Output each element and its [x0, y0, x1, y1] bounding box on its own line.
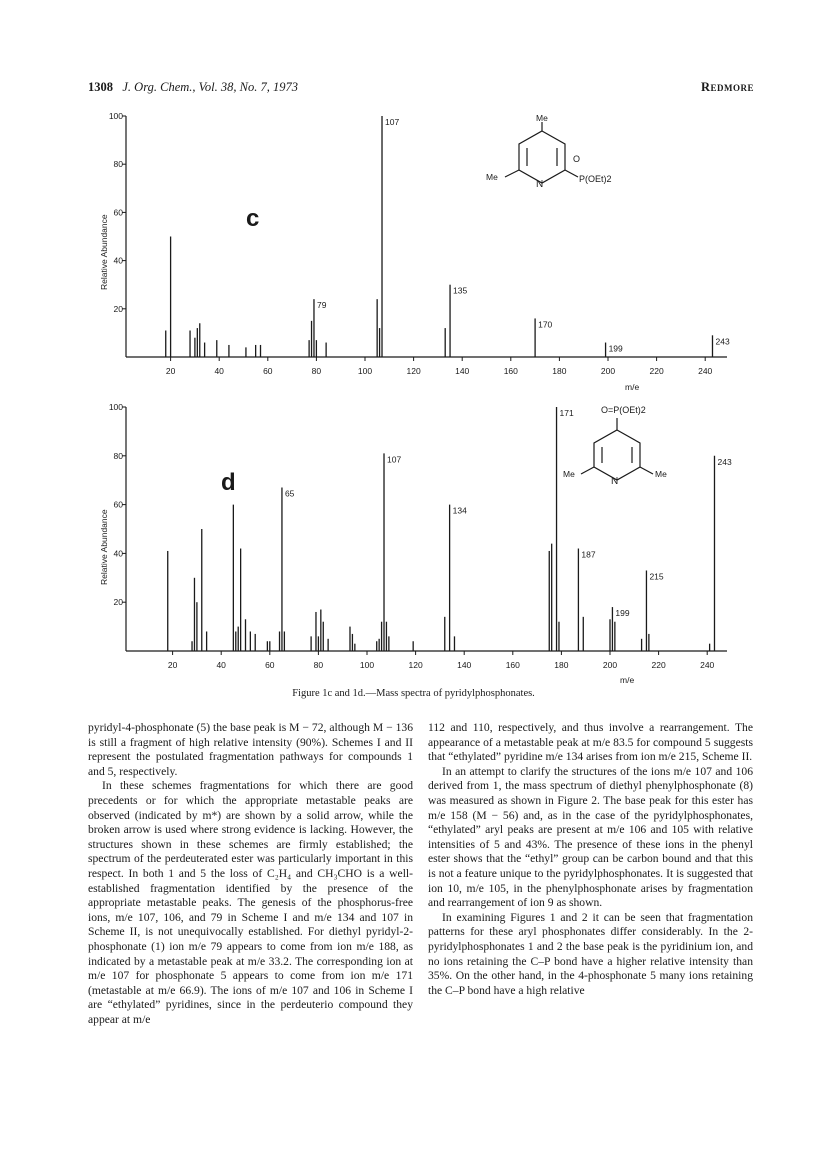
x-tick-label: 160: [503, 366, 518, 376]
right-paragraph: In an attempt to clarify the structures of the ions m/e 107 and 106 derived from 1, the mass spectrum of diethyl phenylphosphonate (8) was measured as shown in Figure 2. The base peak for this ester has m/e 158 (M − 56) and, as in the case of the pyridylphosphonates, “ethylated” aryl peaks are present at m/e 106 and 105 with relative intensities of 5 and 43%. The presence of these ions in the phenyl ester shows that the “ethyl” group can be carbon bound and that this is not a feature unique to the pyridylphosphonates. It is suggested that ion 10, m/e 105, in the phenylphosphonate arises by fragmentation and rearrangement of ion 9 as shown.: [428, 764, 753, 910]
x-tick-label: 200: [600, 366, 616, 376]
x-tick-label: 180: [552, 366, 567, 376]
peak-label: 134: [452, 505, 467, 516]
x-tick-label: 220: [649, 366, 664, 376]
left-text-column: [88, 721, 413, 1027]
peak-label: 107: [387, 454, 402, 465]
peak-label: 187: [581, 549, 596, 560]
structure-c-methyl-top: Me: [536, 113, 548, 123]
x-tick-label: 220: [651, 660, 666, 670]
left-paragraph: In these schemes fragmentations for which there are good precedents or for which the appropriate metastable peaks are observed (indicated by m*) are shown by a solid arrow, while the broken arrow is used where strong evidence is lacking. However, the structures shown in these schemes are firmly established; the spectrum of the perdeuterated ester was particularly important in this respect. In both 1 and 5 the loss of C₂H₄ and CH₃CHO is a well-established fragmentation identified by the presence of the appropriate metastable peaks. The genesis of the phosphorus-free ions, m/e 107, 106, and 79 in Scheme I and m/e 134 and 107 in Scheme II, is not unequivocally established. For diethyl pyridyl-2-phosphonate (1) ion m/e 79 appears to come from ion m/e 188, as indicated by a metastable peak at m/e 33.2. The corresponding ion at m/e 107 for phosphonate 5 appears to come from ion m/e 171 (metastable at m/e 66.9). The ions of m/e 107 and 106 in Scheme I are “ethylated” pyridines, since in the perdeuterio compound they appear at m/e: [88, 779, 413, 1026]
y-tick-label: 40: [113, 548, 123, 559]
peak-label: 107: [385, 117, 400, 127]
y-tick-label: 100: [108, 402, 123, 412]
x-tick-label: 80: [311, 366, 322, 376]
x-tick-label: 20: [167, 660, 178, 670]
structure-c-methyl-left: Me: [486, 172, 498, 182]
peak-label: 171: [559, 408, 574, 418]
panel-c-peaks: [166, 116, 730, 357]
panel-d-peaks: [168, 407, 732, 651]
y-tick-label: 20: [113, 303, 123, 314]
x-tick-label: 40: [216, 660, 226, 670]
structure-c: [505, 122, 581, 183]
page-number: 1308: [88, 80, 113, 94]
panel-d-label: d: [221, 469, 236, 496]
structure-c-phosphonate: P(OEt)2: [579, 174, 612, 184]
figure-caption: Figure 1c and 1d.—Mass spectra of pyridylphosphonates.: [292, 688, 535, 699]
x-tick-label: 100: [359, 660, 375, 670]
right-text-column: [428, 721, 753, 998]
structure-d-methyl-left: Me: [563, 469, 575, 479]
peak-label: 215: [649, 571, 664, 582]
left-paragraph: pyridyl-4-phosphonate (5) the base peak is M − 72, although M − 136 is still a fragment of high relative intensity (90%). Schemes I and II represent the postulated fragmentation pathways for compounds 1 and 5, respectively.: [88, 721, 413, 778]
right-paragraph: In examining Figures 1 and 2 it can be seen that fragmentation patterns for these aryl phosphonates differ considerably. In the 2-pyridylphosphonates 1 and 2 the base peak is the pyridinium ion, and no ions retaining the C–P bond have a higher relative intensity than 35%. On the other hand, in the 4-phosphonate 5 many ions retaining the C–P bond have a high relative: [428, 910, 753, 997]
journal-abbrev: J. Org. Chem.,: [122, 80, 196, 94]
y-tick-label: 40: [113, 255, 123, 266]
x-tick-label: 180: [554, 660, 569, 670]
peak-label: 199: [615, 608, 630, 619]
panel-d-ticks: [109, 402, 715, 670]
y-tick-label: 20: [113, 597, 123, 608]
x-tick-label: 140: [457, 660, 472, 670]
volume-issue: Vol. 38, No. 7, 1973: [198, 80, 298, 94]
structure-c-nitrogen: N: [536, 179, 544, 190]
panel-c-xlabel: m/e: [625, 382, 640, 392]
y-tick-label: 60: [113, 499, 123, 510]
panel-d-ylabel: Relative Abundance: [99, 509, 109, 585]
structure-d-methyl-right: Me: [655, 469, 667, 479]
peak-label: 135: [453, 285, 468, 296]
x-tick-label: 60: [265, 660, 275, 670]
x-tick-label: 80: [313, 660, 324, 670]
x-tick-label: 240: [700, 660, 715, 670]
running-head-author: Redmore: [700, 80, 754, 94]
x-tick-label: 20: [165, 366, 176, 376]
peak-label: 65: [284, 488, 295, 499]
panel-d: [99, 402, 732, 685]
structure-c-oxygen: O: [573, 154, 581, 164]
y-tick-label: 80: [113, 450, 123, 461]
panel-c-ylabel: Relative Abundance: [99, 214, 109, 290]
x-tick-label: 60: [263, 366, 273, 376]
y-tick-label: 80: [113, 159, 123, 170]
x-tick-label: 100: [357, 366, 373, 376]
x-tick-label: 40: [214, 366, 224, 376]
right-paragraph: 112 and 110, respectively, and thus involve a rearrangement. The appearance of a metastable peak at m/e 83.5 for compound 5 suggests that “ethylated” pyridine m/e 134 arises from ion m/e 215, Scheme II.: [428, 721, 753, 764]
structure-d: [581, 418, 653, 480]
x-tick-label: 120: [406, 366, 421, 376]
peak-label: 79: [316, 300, 327, 311]
structure-d-top-group: O=P(OEt)2: [601, 405, 646, 415]
y-tick-label: 60: [113, 207, 123, 218]
peak-label: 243: [717, 456, 732, 467]
x-tick-label: 240: [698, 366, 713, 376]
peak-label: 243: [715, 336, 730, 347]
panel-d-xlabel: m/e: [620, 675, 635, 685]
x-tick-label: 120: [408, 660, 423, 670]
x-tick-label: 140: [455, 366, 470, 376]
y-tick-label: 100: [108, 111, 123, 121]
panel-c: [99, 111, 730, 392]
peak-label: 199: [608, 343, 623, 354]
structure-d-nitrogen: N: [611, 476, 619, 487]
x-tick-label: 200: [602, 660, 618, 670]
x-tick-label: 160: [505, 660, 520, 670]
peak-label: 170: [538, 319, 553, 330]
panel-c-label: c: [246, 205, 260, 232]
